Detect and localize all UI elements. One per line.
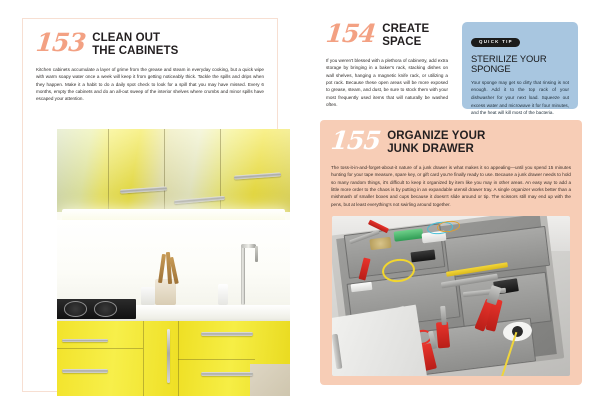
cabinet-seam [108,129,109,212]
quick-tip-box [462,22,578,116]
tip-155-title [387,129,485,157]
kitchen-scene [57,129,290,396]
tip-153-title-line2: THE CABINETS [92,45,179,58]
faucet-neck [241,246,245,305]
hob-burner [94,301,117,316]
tip-153-body: Kitchen cabinets accumulate a layer of grime from the grease and steam in everyday cooking, but a quick wipe with warm soapy water once a week will keep it from getting noticeably thick. Tackle the spills and drips when they happen. Make it a habit to do a daily spot check to look for a spill that you may have missed. Every 6 months, empty the cabinets and do an all-out sweep of the interior shelves where crumbs and minor spills have escaped your attention. [36,66,264,102]
drawer-handle [62,339,109,343]
drawer-seam [178,359,255,360]
paper-towel-roll [218,284,228,305]
left-page [22,18,278,392]
tip-155-number: 155 [329,126,382,155]
tip-154-title-line2: SPACE [382,36,422,49]
upper-cabinets-shading [57,129,290,212]
drawer-handle [62,369,109,373]
drawer-seam [57,348,143,349]
tip-154-body: If you weren't blessed with a plethora of cabinetry, add extra storage by bringing in a baker's rack, stacking dishes on wall shelves, hanging a magnetic knife rack, or utilizing a pot rack. Because these open areas will be more exposed to grease, steam, and dust, be sure to stock them with your most frequently used items that will naturally be washed often. [326,57,448,108]
faucet-head [255,246,258,262]
drawer-front [332,305,428,376]
drawer-handle [201,332,252,336]
canister [141,287,155,306]
junk-drawer-photo [332,216,570,376]
tip-153-title [92,31,178,59]
kitchen-photo [57,129,290,396]
tip-155-title-line1: ORGANIZE YOUR [387,130,486,142]
tip-154-number: 154 [324,19,377,48]
tip-155-body: The toss-it-in-and-forget-about-it nature of a junk drawer is what makes it so appealing—until you spend 15 minutes hunting for your tape measure, spare key, or gift card you're finally ready to use. Because a junk drawer needs to hold so many random things, it's difficult to keep it organized by item like you may in other areas. An easy way to add a little more order to the chaos is by putting in an expandable utensil drawer tray. A single organizer works better than a mishmash of smaller boxes and cups because it doesn't slide around or tip. The scissors still may end up with the pens, but at least everything's not swirling around together. [331,164,571,207]
quick-tip-title: STERILIZE YOUR SPONGE [471,53,547,74]
cabinet-seam [164,129,165,212]
tip-153-heading [34,28,264,59]
hob-burner [64,301,87,316]
tip-154-title-line1: CREATE [382,23,430,35]
cabinet-door-handle [167,329,171,382]
tip-153-title-line1: CLEAN OUT [92,32,161,44]
tip-155-title-line2: JUNK DRAWER [387,143,474,156]
floor [250,364,290,396]
left-page-content [23,19,277,103]
tip-155-heading [329,126,571,157]
quick-tip-body: Your sponge may get so dirty that rinsing is not enough. Add it to the top rack of your dishwasher for your next load. Squeeze out excess water and microwave it for four minutes, and the heat will kill most of the bacteria. [471,79,569,116]
drawer-scene [332,216,570,376]
drawer-seam [143,321,144,396]
faucet-spout [241,244,256,248]
tip-154-heading [324,19,448,50]
quick-tip-badge: QUICK TIP [471,38,520,47]
drawer-handle [201,372,252,376]
tip-153-number: 153 [34,28,87,57]
right-page-top-row [324,19,576,116]
tip-154-title [382,22,429,50]
tip-154-block [324,19,448,109]
